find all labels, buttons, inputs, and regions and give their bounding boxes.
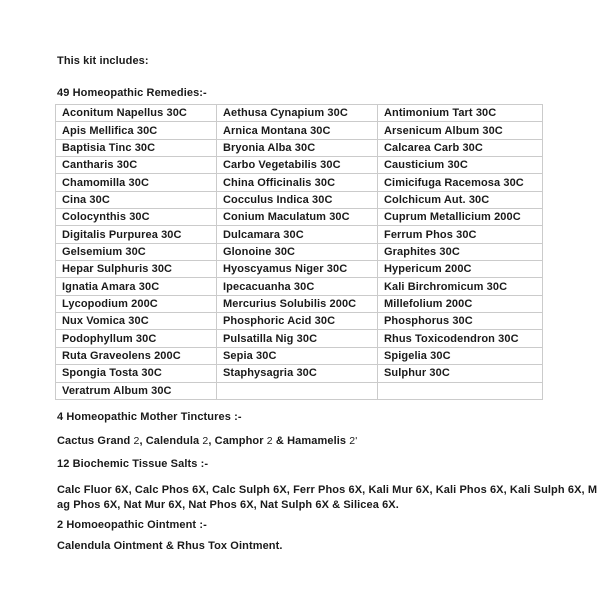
remedy-cell: Chamomilla 30C <box>56 174 217 191</box>
remedy-cell: Staphysagria 30C <box>217 365 378 382</box>
remedy-cell <box>217 382 378 400</box>
remedy-cell: Colocynthis 30C <box>56 209 217 226</box>
remedy-cell: Millefolium 200C <box>378 295 543 312</box>
remedy-cell: Causticium 30C <box>378 157 543 174</box>
ointments-line: Calendula Ointment & Rhus Tox Ointment. <box>57 540 283 552</box>
table-row <box>56 243 543 260</box>
remedy-cell: Phosphoric Acid 30C <box>217 313 378 330</box>
table-row <box>56 347 543 364</box>
remedy-cell: Graphites 30C <box>378 243 543 260</box>
table-row <box>56 330 543 347</box>
remedy-cell: Podophyllum 30C <box>56 330 217 347</box>
remedy-cell: Ferrum Phos 30C <box>378 226 543 243</box>
remedy-cell: Rhus Toxicodendron 30C <box>378 330 543 347</box>
remedy-cell: Aconitum Napellus 30C <box>56 105 217 122</box>
table-row <box>56 122 543 139</box>
remedy-cell: Arsenicum Album 30C <box>378 122 543 139</box>
table-row <box>56 209 543 226</box>
remedies-table-body <box>56 105 543 400</box>
remedy-cell: Colchicum Aut. 30C <box>378 191 543 208</box>
remedy-cell: Phosphorus 30C <box>378 313 543 330</box>
tincture-text-segment: 2' <box>349 435 358 447</box>
remedy-cell: Carbo Vegetabilis 30C <box>217 157 378 174</box>
remedy-cell: Cuprum Metallicium 200C <box>378 209 543 226</box>
remedy-cell: Ruta Graveolens 200C <box>56 347 217 364</box>
remedy-cell: Cina 30C <box>56 191 217 208</box>
table-row <box>56 382 543 400</box>
remedy-cell: Spigelia 30C <box>378 347 543 364</box>
remedy-cell: Cimicifuga Racemosa 30C <box>378 174 543 191</box>
remedy-cell: Spongia Tosta 30C <box>56 365 217 382</box>
tissue-salts-heading: 12 Biochemic Tissue Salts :- <box>57 458 209 470</box>
table-row <box>56 365 543 382</box>
table-row <box>56 174 543 191</box>
remedy-cell <box>378 382 543 400</box>
tincture-text-segment: 2 <box>266 435 273 447</box>
tissue-salts-line: Calc Fluor 6X, Calc Phos 6X, Calc Sulph 6X, Ferr Phos 6X, Kali Mur 6X, Kali Phos 6X, Kali Sulph 6X, M <box>57 484 598 496</box>
tincture-text-segment: & <box>272 435 288 447</box>
tincture-text-segment: , <box>139 435 146 447</box>
remedy-cell: Conium Maculatum 30C <box>217 209 378 226</box>
remedy-cell: Glonoine 30C <box>217 243 378 260</box>
remedy-cell: Hyoscyamus Niger 30C <box>217 261 378 278</box>
remedies-table <box>55 104 543 400</box>
remedy-cell: Veratrum Album 30C <box>56 382 217 400</box>
mother-tinctures-line <box>57 435 357 448</box>
remedy-cell: Lycopodium 200C <box>56 295 217 312</box>
remedy-cell: Baptisia Tinc 30C <box>56 139 217 156</box>
table-row <box>56 261 543 278</box>
remedy-cell: Digitalis Purpurea 30C <box>56 226 217 243</box>
remedy-cell: Nux Vomica 30C <box>56 313 217 330</box>
remedies-section-heading: 49 Homeopathic Remedies:- <box>57 87 207 99</box>
remedy-cell: Mercurius Solubilis 200C <box>217 295 378 312</box>
remedy-cell: Kali Birchromicum 30C <box>378 278 543 295</box>
remedy-cell: Gelsemium 30C <box>56 243 217 260</box>
tincture-text-segment: , <box>208 435 215 447</box>
remedy-cell: China Officinalis 30C <box>217 174 378 191</box>
tincture-text-segment: Cactus Grand <box>57 435 134 447</box>
remedy-cell: Hepar Sulphuris 30C <box>56 261 217 278</box>
table-row <box>56 295 543 312</box>
mother-tinctures-heading: 4 Homeopathic Mother Tinctures :- <box>57 411 242 423</box>
ointments-heading: 2 Homoeopathic Ointment :- <box>57 519 207 531</box>
table-row <box>56 191 543 208</box>
remedy-cell: Sepia 30C <box>217 347 378 364</box>
table-row <box>56 313 543 330</box>
remedy-cell: Cantharis 30C <box>56 157 217 174</box>
remedy-cell: Antimonium Tart 30C <box>378 105 543 122</box>
remedy-cell: Hypericum 200C <box>378 261 543 278</box>
remedy-cell: Arnica Montana 30C <box>217 122 378 139</box>
remedy-cell: Pulsatilla Nig 30C <box>217 330 378 347</box>
remedy-cell: Ignatia Amara 30C <box>56 278 217 295</box>
remedy-cell: Apis Mellifica 30C <box>56 122 217 139</box>
tincture-text-segment: 2 <box>202 435 209 447</box>
tincture-text-segment: Hamamelis <box>287 435 350 447</box>
tincture-text-segment: Camphor <box>214 435 267 447</box>
remedy-cell: Calcarea Carb 30C <box>378 139 543 156</box>
remedy-cell: Ipecacuanha 30C <box>217 278 378 295</box>
table-row <box>56 278 543 295</box>
table-row <box>56 226 543 243</box>
remedy-cell: Sulphur 30C <box>378 365 543 382</box>
tissue-salts-text <box>57 483 598 513</box>
tissue-salts-line: ag Phos 6X, Nat Mur 6X, Nat Phos 6X, Nat Sulph 6X & Silicea 6X. <box>57 499 399 511</box>
table-row <box>56 139 543 156</box>
tincture-text-segment: Calendula <box>145 435 203 447</box>
table-row <box>56 157 543 174</box>
remedy-cell: Cocculus Indica 30C <box>217 191 378 208</box>
remedy-cell: Aethusa Cynapium 30C <box>217 105 378 122</box>
table-row <box>56 105 543 122</box>
remedy-cell: Dulcamara 30C <box>217 226 378 243</box>
kit-includes-heading: This kit includes: <box>57 55 149 67</box>
remedy-cell: Bryonia Alba 30C <box>217 139 378 156</box>
tincture-text-segment: 2 <box>133 435 140 447</box>
